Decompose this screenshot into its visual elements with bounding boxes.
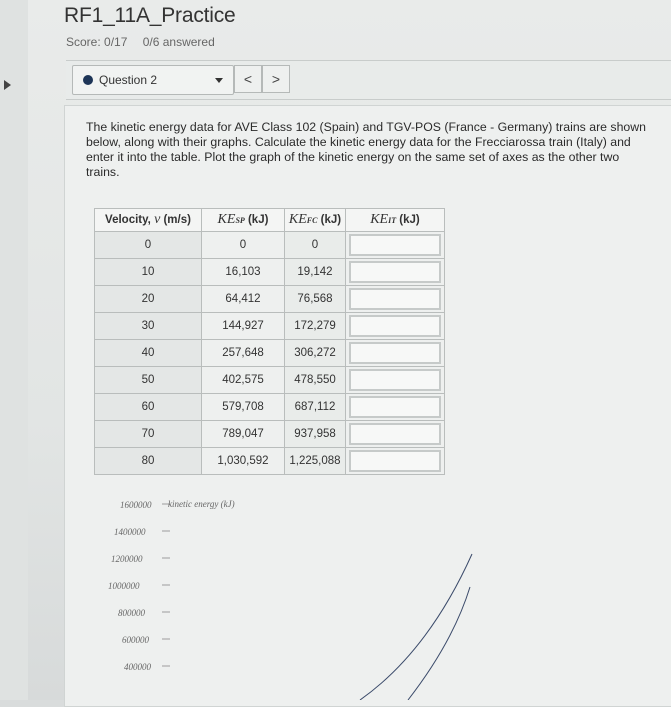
ke-fc-cell: 1,225,088 — [285, 448, 346, 475]
ke-it-cell — [346, 259, 445, 286]
chevron-down-icon — [215, 78, 223, 83]
header-ke-it: KEIT (kJ) — [346, 209, 445, 232]
score-text: Score: 0/17 — [66, 35, 128, 49]
ke-it-cell — [346, 448, 445, 475]
ke-it-cell — [346, 367, 445, 394]
ke-it-cell — [346, 340, 445, 367]
ke-sp-cell: 144,927 — [202, 313, 285, 340]
table-row — [95, 367, 445, 394]
ke-fc-cell: 19,142 — [285, 259, 346, 286]
ke-sp-cell: 402,575 — [202, 367, 285, 394]
expand-arrow-icon[interactable] — [4, 80, 11, 90]
ke-it-answer-input[interactable] — [349, 369, 441, 391]
velocity-cell: 40 — [95, 340, 202, 367]
graph-ylabel: kinetic energy (kJ) — [168, 499, 235, 509]
table-row — [95, 394, 445, 421]
ke-it-answer-input[interactable] — [349, 261, 441, 283]
question-label: Question 2 — [99, 73, 158, 87]
problem-statement: The kinetic energy data for AVE Class 102 (Spain) and TGV-POS (France - Germany) trains are shown below, along with their graphs. Calculate the kinetic energy data for the Frecciarossa train (Italy) and enter it into the table. Plot the graph of the kinetic energy on the same set of axes as the other two trains. — [86, 120, 646, 179]
ke-fc-cell: 687,112 — [285, 394, 346, 421]
ke-sp-cell: 789,047 — [202, 421, 285, 448]
ke-sp-cell: 16,103 — [202, 259, 285, 286]
ke-fc-cell: 0 — [285, 232, 346, 259]
velocity-cell: 10 — [95, 259, 202, 286]
table-row — [95, 448, 445, 475]
ke-it-answer-input[interactable] — [349, 288, 441, 310]
kinetic-energy-graph[interactable] — [108, 492, 578, 700]
score-row — [66, 35, 227, 49]
header-ke-sp: KESP (kJ) — [202, 209, 285, 232]
ke-fc-cell: 937,958 — [285, 421, 346, 448]
y-tick-label: 800000 — [118, 608, 145, 618]
header-velocity: Velocity, v (m/s) — [95, 209, 202, 232]
y-tick-label: 1600000 — [120, 500, 152, 510]
ke-sp-cell: 257,648 — [202, 340, 285, 367]
velocity-cell: 80 — [95, 448, 202, 475]
next-question-button[interactable]: > — [262, 65, 290, 93]
y-tick-label: 1400000 — [114, 527, 146, 537]
left-gutter — [0, 0, 28, 700]
question-nav-bar — [66, 60, 671, 100]
ke-fc-cell: 76,568 — [285, 286, 346, 313]
previous-question-button[interactable]: < — [234, 65, 262, 93]
velocity-cell: 30 — [95, 313, 202, 340]
ke-it-cell — [346, 394, 445, 421]
table-row — [95, 421, 445, 448]
ke-fc-cell: 172,279 — [285, 313, 346, 340]
y-tick-label: 400000 — [124, 662, 151, 672]
ke-it-cell — [346, 286, 445, 313]
ke-it-answer-input[interactable] — [349, 234, 441, 256]
y-tick-label: 600000 — [122, 635, 149, 645]
velocity-cell: 60 — [95, 394, 202, 421]
velocity-cell: 70 — [95, 421, 202, 448]
y-tick-label: 1000000 — [108, 581, 140, 591]
curve-ke-sp — [360, 554, 472, 700]
velocity-cell: 20 — [95, 286, 202, 313]
ke-sp-cell: 0 — [202, 232, 285, 259]
question-select[interactable] — [72, 65, 234, 95]
ke-sp-cell: 1,030,592 — [202, 448, 285, 475]
ke-it-cell — [346, 232, 445, 259]
ke-it-cell — [346, 421, 445, 448]
ke-it-answer-input[interactable] — [349, 342, 441, 364]
ke-it-answer-input[interactable] — [349, 450, 441, 472]
ke-it-cell — [346, 313, 445, 340]
ke-it-answer-input[interactable] — [349, 315, 441, 337]
curve-ke-fc — [408, 587, 470, 700]
ke-it-answer-input[interactable] — [349, 423, 441, 445]
ke-fc-cell: 306,272 — [285, 340, 346, 367]
velocity-cell: 0 — [95, 232, 202, 259]
table-row — [95, 313, 445, 340]
assignment-title: RF1_11A_Practice — [64, 4, 236, 27]
status-dot-icon — [83, 75, 93, 85]
ke-sp-cell: 64,412 — [202, 286, 285, 313]
table-row — [95, 286, 445, 313]
table-row — [95, 259, 445, 286]
velocity-cell: 50 — [95, 367, 202, 394]
ke-it-answer-input[interactable] — [349, 396, 441, 418]
header-ke-fc: KEFC (kJ) — [285, 209, 346, 232]
kinetic-energy-table — [94, 208, 445, 475]
table-row — [95, 340, 445, 367]
ke-fc-cell: 478,550 — [285, 367, 346, 394]
answered-count: 0/6 answered — [142, 35, 215, 49]
ke-sp-cell: 579,708 — [202, 394, 285, 421]
table-row — [95, 232, 445, 259]
y-tick-label: 1200000 — [111, 554, 143, 564]
